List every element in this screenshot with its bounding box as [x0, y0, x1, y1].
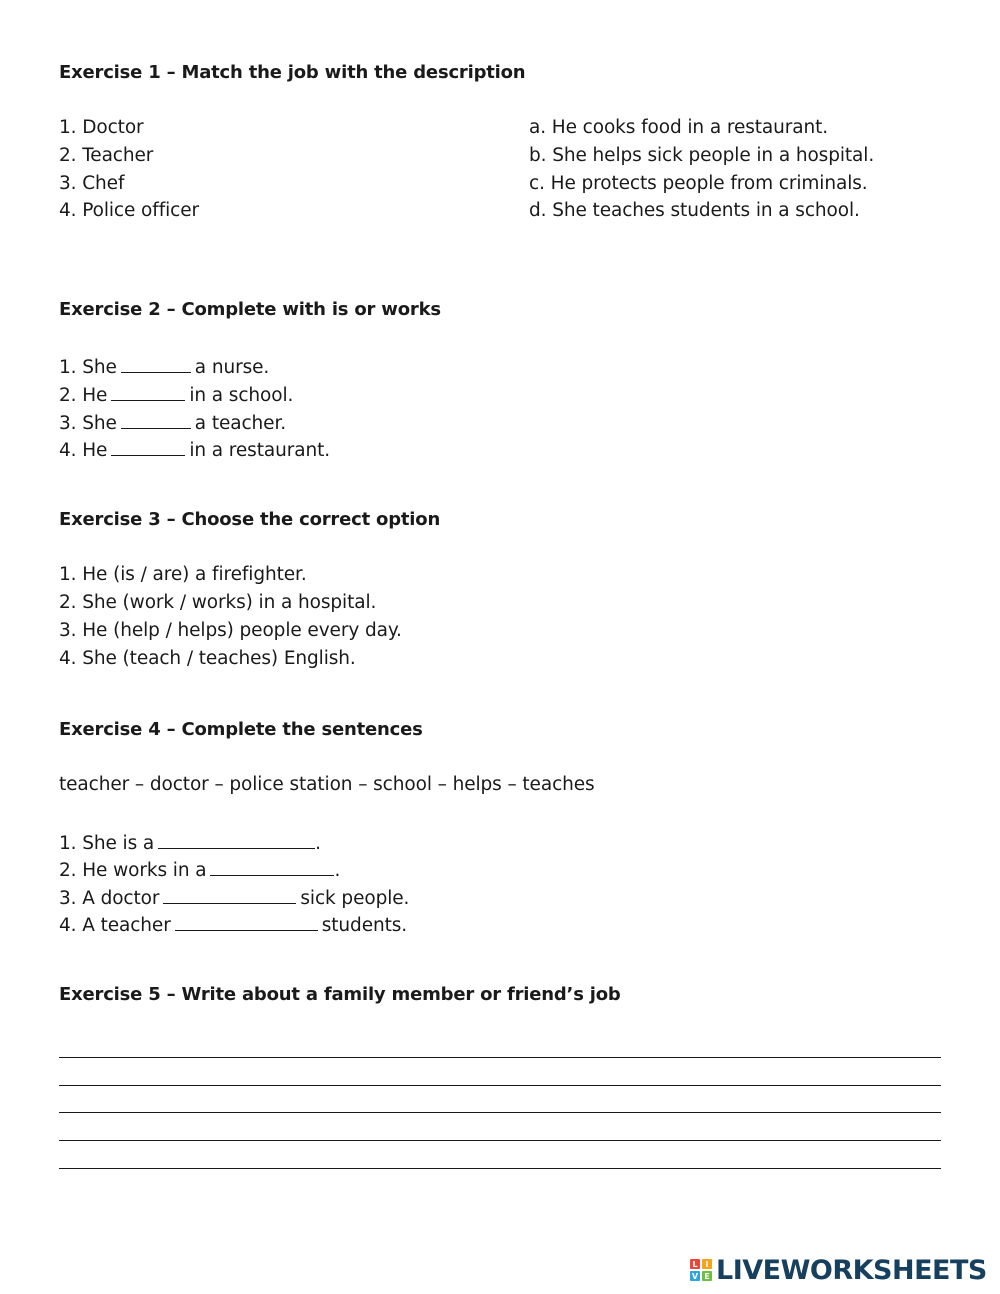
item-text: 1. She is a: [59, 833, 155, 854]
item-text: in a school.: [189, 385, 294, 406]
exercise-2-item: [59, 412, 286, 434]
item-text: .: [334, 860, 341, 881]
answer-blank[interactable]: [111, 439, 185, 456]
writing-line[interactable]: [59, 1057, 941, 1058]
answer-blank[interactable]: [111, 384, 185, 401]
writing-line[interactable]: [59, 1085, 941, 1086]
exercise-4-item: [59, 914, 407, 936]
writing-line[interactable]: [59, 1168, 941, 1169]
item-text: sick people.: [300, 888, 410, 909]
exercise-3-item: 3. He (help / helps) people every day.: [59, 620, 402, 641]
logo-text: LIVEWORKSHEETS: [716, 1254, 987, 1286]
item-text: 4. He: [59, 440, 108, 461]
answer-blank[interactable]: [210, 859, 334, 876]
liveworksheets-logo: [690, 1254, 987, 1286]
writing-line[interactable]: [59, 1112, 941, 1113]
exercise-3-item: 2. She (work / works) in a hospital.: [59, 592, 377, 613]
exercise-1-job: 2. Teacher: [59, 145, 154, 166]
writing-line[interactable]: [59, 1140, 941, 1141]
answer-blank[interactable]: [175, 914, 318, 931]
item-text: 1. She: [59, 357, 117, 378]
exercise-4-title: Exercise 4 – Complete the sentences: [59, 719, 423, 740]
exercise-1-job: 3. Chef: [59, 173, 125, 194]
item-text: a teacher.: [194, 413, 287, 434]
exercise-2-item: [59, 439, 330, 461]
item-text: .: [315, 833, 321, 854]
exercise-1-job: 4. Police officer: [59, 200, 200, 221]
item-text: students.: [321, 915, 408, 936]
exercise-1-description: a. He cooks food in a restaurant.: [529, 117, 829, 138]
exercise-1-job: 1. Doctor: [59, 117, 144, 138]
answer-blank[interactable]: [158, 832, 315, 849]
exercise-2-item: [59, 384, 293, 406]
item-text: 3. A doctor: [59, 888, 160, 909]
exercise-3-item: 4. She (teach / teaches) English.: [59, 648, 356, 669]
exercise-1-description: d. She teaches students in a school.: [529, 200, 860, 221]
item-text: 2. He: [59, 385, 108, 406]
logo-block: V: [691, 1271, 699, 1281]
exercise-1-description: b. She helps sick people in a hospital.: [529, 145, 875, 166]
logo-blocks-icon: [690, 1259, 712, 1281]
answer-blank[interactable]: [121, 412, 191, 429]
item-text: a nurse.: [194, 357, 270, 378]
word-bank: teacher – doctor – police station – school – helps – teaches: [59, 774, 595, 795]
exercise-3-title: Exercise 3 – Choose the correct option: [59, 509, 441, 530]
logo-block: I: [702, 1259, 712, 1269]
exercise-2-title: Exercise 2 – Complete with is or works: [59, 299, 441, 320]
exercise-1-title: Exercise 1 – Match the job with the description: [59, 62, 526, 83]
item-text: 4. A teacher: [59, 915, 171, 936]
exercise-4-item: [59, 859, 340, 881]
answer-blank[interactable]: [163, 887, 296, 904]
item-text: 2. He works in a: [59, 860, 207, 881]
item-text: in a restaurant.: [189, 440, 331, 461]
exercise-1-description: c. He protects people from criminals.: [529, 173, 868, 194]
exercise-3-item: 1. He (is / are) a firefighter.: [59, 564, 307, 585]
answer-blank[interactable]: [121, 356, 191, 373]
logo-block: E: [702, 1271, 712, 1281]
logo-block: L: [690, 1259, 700, 1269]
exercise-4-item: [59, 832, 321, 854]
exercise-2-item: [59, 356, 269, 378]
item-text: 3. She: [59, 413, 117, 434]
exercise-5-title: Exercise 5 – Write about a family member or friend’s job: [59, 984, 621, 1005]
exercise-4-item: [59, 887, 409, 909]
